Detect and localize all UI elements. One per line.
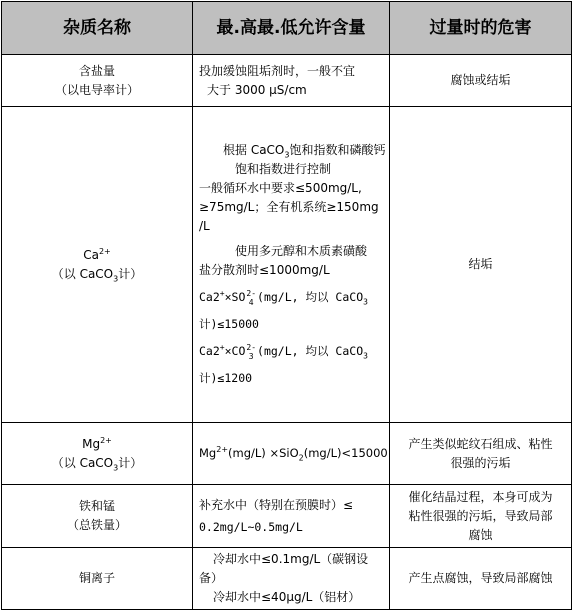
impurity-basis: （以 CaCO$_3$计）	[51, 266, 143, 283]
header-row	[2, 2, 572, 55]
limit-line: 冷却水中≤0.1mg/L（碳钢设	[213, 552, 369, 566]
limit-line: 盐分散剂时≤1000mg/L	[199, 263, 330, 277]
header-harm: 过量时的危害	[390, 2, 572, 55]
header-impurity-name: 杂质名称	[2, 2, 193, 55]
limit-line: 计)≤1200	[199, 371, 253, 385]
allowed-content-cell	[193, 107, 390, 423]
harm-text: 很强的污垢	[450, 455, 511, 470]
limit-line: 0.2mg/L~0.5mg/L	[199, 519, 303, 534]
limit-line: $Mg^{2+}(mg/L) \times SiO_2(mg/L)<15000$	[199, 445, 388, 463]
table-row	[2, 107, 572, 423]
impurity-name-cell	[2, 548, 193, 610]
impurity-name: 铜离子	[78, 571, 115, 585]
harm-cell	[390, 548, 572, 610]
impurity-name-cell	[2, 485, 193, 548]
allowed-content-cell	[193, 55, 390, 107]
impurity-basis: （总铁量）	[66, 518, 127, 532]
impurity-name: $Ca^{2+}$	[83, 246, 111, 262]
harm-cell	[390, 485, 572, 548]
table-row	[2, 423, 572, 485]
allowed-content-cell	[193, 423, 390, 485]
limit-line: 补充水中（特别在预膜时）≤	[199, 497, 354, 512]
impurity-name-cell	[2, 107, 193, 423]
harm-cell	[390, 423, 572, 485]
impurity-name: 含盐量	[78, 63, 115, 78]
limit-line: 备）	[199, 571, 224, 585]
harm-text: 产生类似蛇纹石组成、粘性	[408, 436, 553, 451]
table-row	[2, 55, 572, 107]
limit-line: 大于 3000 μS/cm	[207, 82, 307, 97]
impurity-name-cell	[2, 423, 193, 485]
impurity-basis: （以 CaCO$_3$计）	[51, 455, 143, 472]
harm-text: 腐蚀	[468, 527, 493, 542]
limit-line: Ca2+×CO 2- 3 (mg/L, 均以 CaCO$_3$	[199, 342, 368, 361]
impurity-name: 铁和锰	[78, 499, 115, 513]
limit-line: 根据 CaCO$_3$饱和指数和磷酸钙	[223, 143, 386, 160]
header-allowed-content: 最.高最.低允许含量	[193, 2, 390, 55]
limit-line: 使用多元醇和木质素磺酸	[235, 244, 368, 258]
allowed-content-cell	[193, 548, 390, 610]
limit-line: 冷却水中≤40μg/L（铝材）	[213, 590, 361, 604]
harm-cell	[390, 55, 572, 107]
limit-line: 饱和指数进行控制	[235, 162, 332, 176]
harm-text: 结垢	[468, 257, 493, 271]
impurity-table	[1, 1, 572, 610]
harm-cell	[390, 107, 572, 423]
limit-line: /L	[199, 219, 210, 233]
impurity-basis: （以电导率计）	[54, 82, 139, 97]
table-row	[2, 548, 572, 610]
impurity-name-cell	[2, 55, 193, 107]
limit-line: ≥75mg/L；全有机系统≥150mg	[199, 200, 379, 214]
limit-line: 一般循环水中要求≤500mg/L,	[199, 181, 362, 195]
impurity-name: $Mg^{2+}$	[82, 435, 112, 451]
limit-line: 投加缓蚀阻垢剂时，一般不宜	[199, 63, 356, 78]
limit-line: 计)≤15000	[199, 317, 259, 331]
limit-line: Ca2+×SO 2- 4 (mg/L, 均以 CaCO$_3$	[199, 288, 368, 307]
harm-text: 粘性很强的污垢，导致局部	[408, 508, 553, 523]
harm-text: 催化结晶过程，本身可成为	[408, 489, 553, 504]
allowed-content-cell	[193, 485, 390, 548]
table-row	[2, 485, 572, 548]
harm-text: 腐蚀或结垢	[450, 73, 511, 87]
harm-text: 产生点腐蚀，导致局部腐蚀	[408, 571, 553, 585]
